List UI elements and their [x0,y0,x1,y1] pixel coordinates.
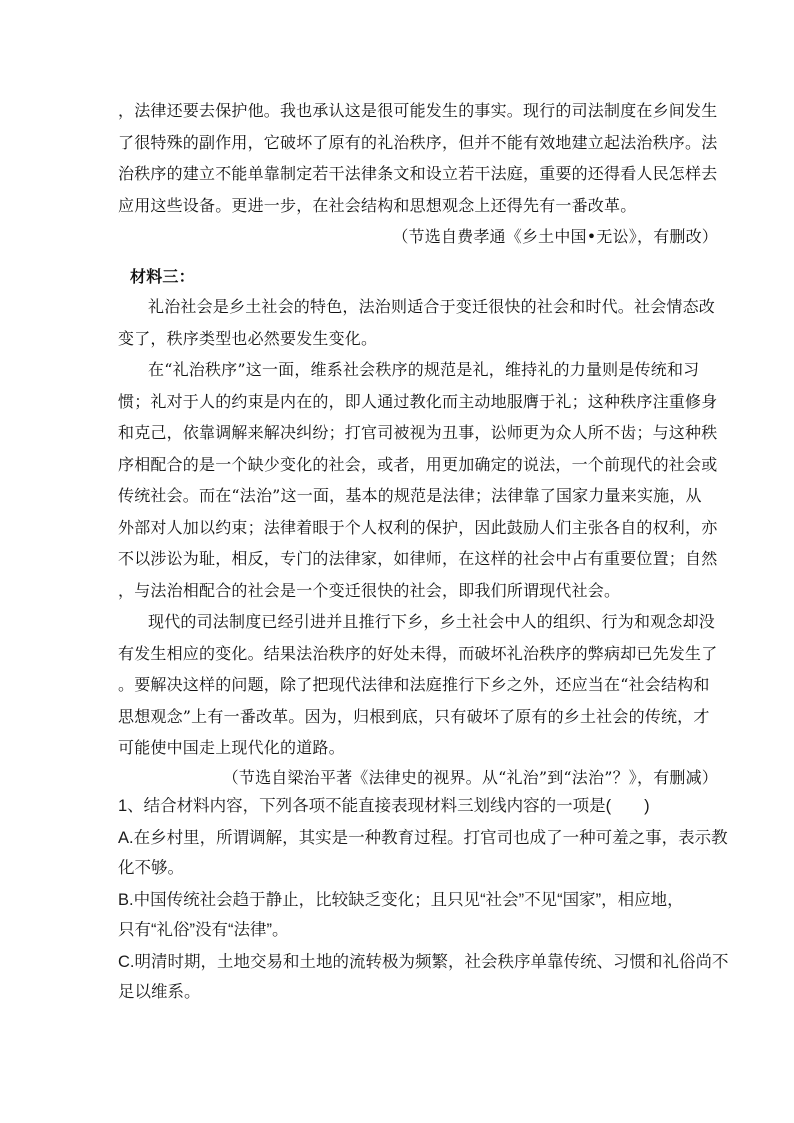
text-line: 应用这些设备。更进一步，在社会结构和思想观念上还得先有一番改革。 [118,196,637,215]
option-b-line1: B.中国传统社会趋于静止，比较缺乏变化；且只见“社会”不见“国家”，相应地， [118,891,684,909]
text-line: 有发生相应的变化。结果法治秩序的好处未得，而破坏礼治秩序的弊病却已先发生了 [118,644,718,663]
text-line: 在“礼治秩序”这一面，维系社会秩序的规范是礼，维持礼的力量则是传统和习 [148,360,700,379]
source-citation: （节选自费孝通《乡土中国•无讼》，有删改） [392,227,718,246]
text-line: 思想观念”上有一番改革。因为，归根到底，只有破坏了原有的乡土社会的传统，才 [118,707,710,726]
option-a-line1: A.在乡村里，所谓调解，其实是一种教育过程。打官司也成了一种可羞之事，表示教 [118,829,728,847]
text-line: 变了，秩序类型也必然要发生变化。 [118,329,378,348]
option-c-line2: 足以维系。 [118,983,201,1001]
text-line: 外部对人加以约束；法律着眼于个人权利的保护，因此鼓励人们主张各自的权利，亦 [118,518,718,537]
text-line: 序相配合的是一个缺少变化的社会，或者，用更加确定的说法，一个前现代的社会或 [118,455,718,474]
question-stem: 1、结合材料内容，下列各项不能直接表现材料三划线内容的一项是( ) [118,797,650,815]
text-line: 惯；礼对于人的约束是内在的，即人通过教化而主动地服膺于礼；这种秩序注重修身 [118,392,718,411]
text-line: ，与法治相配合的社会是一个变迁很快的社会，即我们所谓现代社会。 [118,581,621,600]
text-line: 。要解决这样的问题，除了把现代法律和法庭推行下乡之外，还应当在“社会结构和 [118,675,710,694]
source-citation: （节选自梁治平著《法律史的视界。从“礼治”到“法治”？》，有删减） [222,768,718,787]
option-a-line2: 化不够。 [118,859,184,877]
option-c-line1: C.明清时期，土地交易和土地的流转极为频繁，社会秩序单靠传统、习惯和礼俗尚不 [118,953,729,971]
text-line: 治秩序的建立不能单靠制定若干法律条文和设立若干法庭，重要的还得看人民怎样去 [118,164,718,183]
text-line: 不以涉讼为耻，相反，专门的法律家，如律师，在这样的社会中占有重要位置；自然 [118,549,718,568]
text-line: 礼治社会是乡土社会的特色，法治则适合于变迁很快的社会和时代。社会情态改 [148,297,716,316]
text-line: 现代的司法制度已经引进并且推行下乡，乡土社会中人的组织、行为和观念却没 [148,612,716,631]
text-line: 可能使中国走上现代化的道路。 [118,738,345,757]
text-line: ，法律还要去保护他。我也承认这是很可能发生的事实。现行的司法制度在乡间发生 [118,101,718,120]
text-line: 了很特殊的副作用，它破坏了原有的礼治秩序，但并不能有效地建立起法治秩序。法 [118,133,718,152]
option-b-line2: 只有“礼俗”没有“法律”。 [118,921,289,939]
text-line: 和克己，依靠调解来解决纠纷；打官司被视为丑事，讼师更为众人所不齿；与这种秩 [118,423,718,442]
section-heading: 材料三： [130,267,195,286]
text-line: 传统社会。而在“法治”这一面，基本的规范是法律；法律靠了国家力量来实施，从 [118,486,702,505]
